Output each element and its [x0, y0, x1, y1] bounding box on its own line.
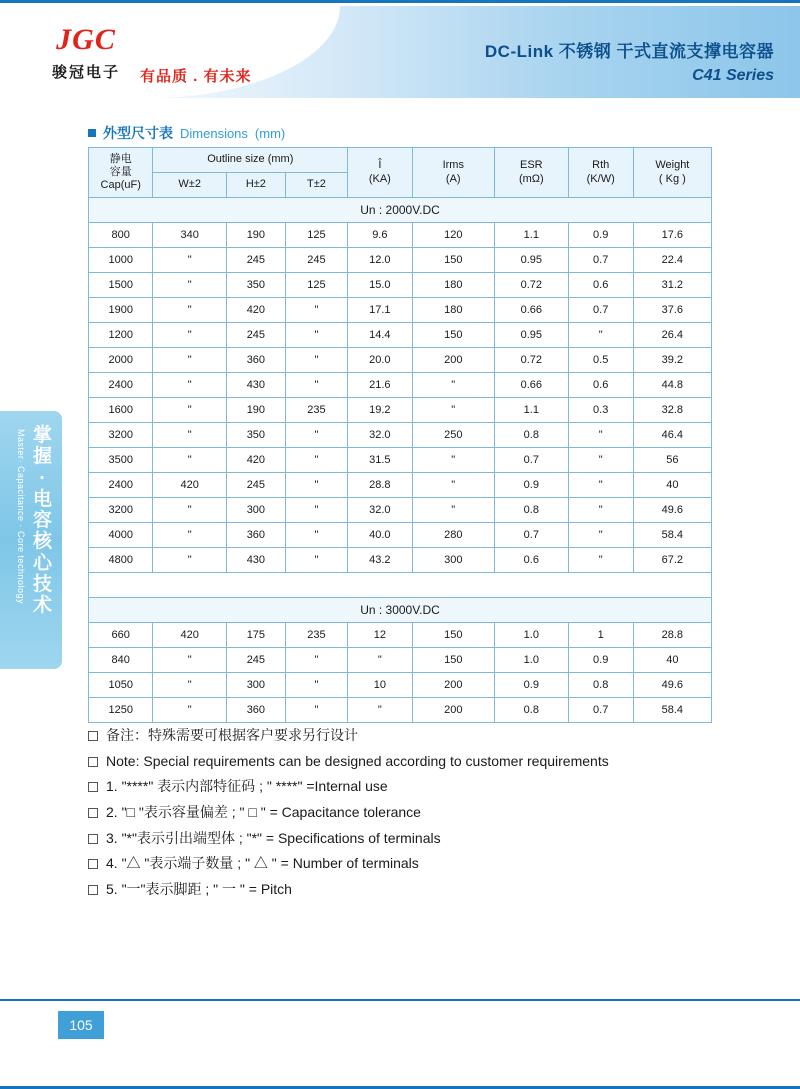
logo-text: JGC [56, 23, 116, 56]
table-cell: " [412, 473, 494, 498]
checkbox-icon [88, 731, 98, 741]
table-cell: 0.72 [494, 348, 568, 373]
table-cell: 26.4 [633, 323, 711, 348]
table-head [89, 148, 712, 198]
table-cell: 14.4 [348, 323, 412, 348]
table-cell: 2400 [89, 373, 153, 398]
table-cell: 1500 [89, 273, 153, 298]
table-cell: 40.0 [348, 523, 412, 548]
th-cap-cn1: 静电 [109, 152, 132, 165]
note-item [88, 776, 728, 798]
table-cell: " [153, 348, 227, 373]
table-cell: 150 [412, 323, 494, 348]
table-cell: 28.8 [633, 623, 711, 648]
logo-company-name-cn: 骏冠电子 [52, 64, 121, 81]
table-cell: 200 [412, 698, 494, 723]
table-row [89, 473, 712, 498]
table-cell: 360 [226, 523, 285, 548]
table-cell: 4000 [89, 523, 153, 548]
table-cell: 430 [226, 373, 285, 398]
table-cell: " [153, 648, 227, 673]
table-cell: 56 [633, 448, 711, 473]
table-cell: 840 [89, 648, 153, 673]
table-cell: 350 [226, 273, 285, 298]
spacer-cell [89, 573, 712, 598]
note-item [88, 853, 728, 875]
note-item [88, 802, 728, 824]
table-cell: 420 [153, 473, 227, 498]
table-cell: 0.8 [494, 698, 568, 723]
th-irms [412, 148, 494, 198]
table-row [89, 223, 712, 248]
section-title-en: Dimensions [180, 125, 248, 141]
table-cell: 0.66 [494, 298, 568, 323]
table-row [89, 498, 712, 523]
product-title: DC-Link 不锈钢 干式直流支撑电容器 [484, 42, 774, 61]
table-cell: 200 [412, 673, 494, 698]
dimensions-table-wrapper [88, 147, 712, 723]
table-cell: 40 [633, 473, 711, 498]
table-cell: 200 [412, 348, 494, 373]
th-weight [633, 148, 711, 198]
table-group-label: Un : 3000V.DC [89, 598, 712, 623]
th-i-bottom: (KA) [368, 172, 391, 185]
table-cell: 1.0 [494, 648, 568, 673]
table-cell: " [153, 423, 227, 448]
table-cell: 3200 [89, 498, 153, 523]
table-cell: " [285, 548, 347, 573]
table-group-spacer [89, 573, 712, 598]
table-cell: 1.1 [494, 223, 568, 248]
header-row-1 [89, 148, 712, 173]
side-tab-label-cn: 掌握·电容核心技术 [32, 425, 53, 617]
table-cell: 245 [226, 473, 285, 498]
table-cell: 235 [285, 398, 347, 423]
table-row [89, 298, 712, 323]
table-cell: 245 [285, 248, 347, 273]
table-cell: 17.1 [348, 298, 412, 323]
table-row [89, 398, 712, 423]
th-i-top: Î [378, 159, 382, 172]
table-cell: 49.6 [633, 498, 711, 523]
table-cell: 12 [348, 623, 412, 648]
section-title-unit: (mm) [254, 125, 286, 141]
table-cell: 0.8 [494, 423, 568, 448]
table-cell: 58.4 [633, 523, 711, 548]
table-cell: 22.4 [633, 248, 711, 273]
table-cell: 31.5 [348, 448, 412, 473]
table-cell: " [568, 448, 633, 473]
table-cell: 0.7 [568, 298, 633, 323]
table-cell: 245 [226, 248, 285, 273]
table-cell: 0.3 [568, 398, 633, 423]
table-cell: 300 [226, 498, 285, 523]
table-cell: 0.7 [494, 523, 568, 548]
table-cell: 420 [226, 448, 285, 473]
table-cell: " [568, 323, 633, 348]
table-cell: 2400 [89, 473, 153, 498]
table-cell: 3200 [89, 423, 153, 448]
th-height: H±2 [226, 173, 285, 198]
table-cell: " [153, 248, 227, 273]
table-cell: " [285, 448, 347, 473]
table-row [89, 248, 712, 273]
table-cell: 180 [412, 273, 494, 298]
table-cell: 40 [633, 648, 711, 673]
table-cell: 360 [226, 698, 285, 723]
product-series: C41 Series [692, 67, 774, 84]
th-rth-top: Rth [592, 159, 610, 172]
th-thickness: T±2 [285, 173, 347, 198]
table-cell: " [285, 323, 347, 348]
table-cell: 12.0 [348, 248, 412, 273]
table-cell: 1600 [89, 398, 153, 423]
table-cell: 0.5 [568, 348, 633, 373]
table-cell: 58.4 [633, 698, 711, 723]
table-cell: 0.9 [568, 223, 633, 248]
table-cell: 0.95 [494, 323, 568, 348]
th-esr-bottom: (mΩ) [518, 172, 544, 185]
note-item [88, 751, 728, 773]
table-group-header-row [89, 198, 712, 223]
table-cell: 180 [412, 298, 494, 323]
th-weight-bottom: ( Kg ) [658, 172, 686, 185]
section-heading [88, 123, 285, 143]
side-tab-label-en: Master· Capacitance · Core technology [16, 429, 26, 605]
table-cell: " [568, 473, 633, 498]
notes-list [88, 725, 728, 905]
table-cell: 190 [226, 398, 285, 423]
table-cell: 300 [226, 673, 285, 698]
table-cell: 10 [348, 673, 412, 698]
note-item [88, 725, 728, 747]
table-cell: 4800 [89, 548, 153, 573]
table-cell: 0.8 [494, 498, 568, 523]
table-cell: 0.9 [494, 473, 568, 498]
table-body [89, 198, 712, 723]
table-cell: 3500 [89, 448, 153, 473]
th-irms-bottom: (A) [445, 172, 461, 185]
table-cell: " [153, 523, 227, 548]
th-irms-top: Irms [442, 159, 464, 172]
table-cell: 800 [89, 223, 153, 248]
table-group-label: Un : 2000V.DC [89, 198, 712, 223]
table-cell: " [568, 548, 633, 573]
table-cell: " [153, 398, 227, 423]
table-cell: 21.6 [348, 373, 412, 398]
table-cell: 250 [412, 423, 494, 448]
table-cell: 2000 [89, 348, 153, 373]
table-cell: 32.0 [348, 498, 412, 523]
table-cell: 1250 [89, 698, 153, 723]
section-title-cn: 外型尺寸表 [103, 125, 173, 141]
table-cell: 0.7 [494, 448, 568, 473]
table-cell: 1.1 [494, 398, 568, 423]
note-text: 3. "*"表示引出端型体 ; "*" = Specifications of terminals [106, 829, 441, 846]
table-cell: 44.8 [633, 373, 711, 398]
table-cell: 0.9 [494, 673, 568, 698]
table-row [89, 348, 712, 373]
table-cell: " [412, 498, 494, 523]
table-cell: " [412, 448, 494, 473]
company-logo [52, 25, 120, 82]
table-cell: " [285, 523, 347, 548]
th-outline-size: Outline size (mm) [153, 148, 348, 173]
table-row [89, 623, 712, 648]
th-weight-top: Weight [655, 159, 690, 172]
table-row [89, 648, 712, 673]
table-cell: 1200 [89, 323, 153, 348]
table-cell: 120 [412, 223, 494, 248]
table-cell: 350 [226, 423, 285, 448]
table-row [89, 373, 712, 398]
th-width: W±2 [153, 173, 227, 198]
table-cell: 175 [226, 623, 285, 648]
table-row [89, 673, 712, 698]
table-cell: 0.7 [568, 698, 633, 723]
table-cell: " [285, 673, 347, 698]
table-cell: 31.2 [633, 273, 711, 298]
table-cell: " [153, 498, 227, 523]
table-cell: " [348, 698, 412, 723]
table-cell: 49.6 [633, 673, 711, 698]
table-cell: 0.6 [568, 373, 633, 398]
note-text: 1. "****" 表示内部特征码 ; " ****" =Internal use [106, 778, 388, 795]
table-cell: 0.7 [568, 248, 633, 273]
table-cell: 1000 [89, 248, 153, 273]
note-text: 备注：特殊需要可根据客户要求另行设计 [106, 727, 358, 743]
table-cell: 150 [412, 623, 494, 648]
table-cell: 0.6 [494, 548, 568, 573]
table-cell: " [285, 648, 347, 673]
table-cell: 0.8 [568, 673, 633, 698]
table-cell: 32.8 [633, 398, 711, 423]
table-cell: 420 [153, 623, 227, 648]
table-row [89, 698, 712, 723]
table-cell: 125 [285, 223, 347, 248]
table-cell: 430 [226, 548, 285, 573]
table-cell: 300 [412, 548, 494, 573]
table-cell: " [153, 673, 227, 698]
table-cell: " [348, 648, 412, 673]
table-cell: 1 [568, 623, 633, 648]
table-cell: 43.2 [348, 548, 412, 573]
note-item [88, 828, 728, 850]
table-cell: " [153, 298, 227, 323]
table-cell: " [412, 398, 494, 423]
checkbox-icon [88, 808, 98, 818]
square-bullet-icon [88, 129, 96, 137]
table-cell: 67.2 [633, 548, 711, 573]
table-cell: " [285, 698, 347, 723]
table-cell: 32.0 [348, 423, 412, 448]
table-cell: 17.6 [633, 223, 711, 248]
th-rth-bottom: (K/W) [586, 172, 615, 185]
footer-divider [0, 999, 800, 1001]
note-text: 5. "一"表示脚距 ; " 一 " = Pitch [106, 881, 292, 898]
table-cell: 190 [226, 223, 285, 248]
table-cell: 9.6 [348, 223, 412, 248]
table-cell: 340 [153, 223, 227, 248]
table-cell: 235 [285, 623, 347, 648]
table-cell: 37.6 [633, 298, 711, 323]
table-cell: 125 [285, 273, 347, 298]
page-number: 105 [58, 1011, 104, 1039]
th-peak-current [348, 148, 412, 198]
th-capacitance [89, 148, 153, 198]
side-tab [0, 411, 62, 669]
table-cell: 20.0 [348, 348, 412, 373]
table-cell: 0.9 [568, 648, 633, 673]
table-cell: 46.4 [633, 423, 711, 448]
table-cell: " [285, 348, 347, 373]
table-row [89, 273, 712, 298]
table-cell: " [568, 423, 633, 448]
table-row [89, 548, 712, 573]
note-text: Note: Special requirements can be designed according to customer requirements [106, 752, 609, 769]
th-esr-top: ESR [520, 159, 543, 172]
page-header [0, 3, 800, 101]
note-item [88, 879, 728, 901]
table-row [89, 523, 712, 548]
table-cell: " [153, 448, 227, 473]
table-cell: 0.66 [494, 373, 568, 398]
table-cell: 280 [412, 523, 494, 548]
th-cap-en: Cap(uF) [100, 179, 141, 192]
table-cell: 15.0 [348, 273, 412, 298]
table-cell: 1.0 [494, 623, 568, 648]
table-cell: " [285, 423, 347, 448]
company-slogan: 有品质 . 有未来 [140, 68, 252, 85]
table-cell: " [153, 373, 227, 398]
table-cell: 28.8 [348, 473, 412, 498]
table-cell: " [153, 323, 227, 348]
table-cell: " [568, 523, 633, 548]
th-rth [568, 148, 633, 198]
table-cell: 245 [226, 648, 285, 673]
table-cell: 39.2 [633, 348, 711, 373]
table-cell: 19.2 [348, 398, 412, 423]
table-row [89, 448, 712, 473]
checkbox-icon [88, 834, 98, 844]
table-cell: 1050 [89, 673, 153, 698]
table-cell: " [568, 498, 633, 523]
checkbox-icon [88, 859, 98, 869]
table-cell: 1900 [89, 298, 153, 323]
th-esr [494, 148, 568, 198]
table-cell: " [153, 698, 227, 723]
table-cell: " [285, 473, 347, 498]
table-cell: 150 [412, 248, 494, 273]
note-text: 2. "□ "表示容量偏差 ; " □ " = Capacitance tolerance [106, 804, 421, 821]
table-cell: " [285, 373, 347, 398]
table-cell: " [153, 273, 227, 298]
table-row [89, 423, 712, 448]
table-cell: " [153, 548, 227, 573]
dimensions-table [88, 147, 712, 723]
th-cap-cn2: 容量 [109, 165, 132, 178]
table-group-header-row [89, 598, 712, 623]
table-cell: 150 [412, 648, 494, 673]
table-cell: 0.6 [568, 273, 633, 298]
table-cell: 0.95 [494, 248, 568, 273]
table-cell: 245 [226, 323, 285, 348]
note-text: 4. "△ "表示端子数量 ; " △ " = Number of terminals [106, 855, 419, 872]
table-cell: 420 [226, 298, 285, 323]
table-row [89, 323, 712, 348]
checkbox-icon [88, 782, 98, 792]
table-cell: 660 [89, 623, 153, 648]
table-cell: 0.72 [494, 273, 568, 298]
checkbox-icon [88, 885, 98, 895]
table-cell: " [285, 298, 347, 323]
table-cell: " [285, 498, 347, 523]
checkbox-icon [88, 757, 98, 767]
table-cell: 360 [226, 348, 285, 373]
table-cell: " [412, 373, 494, 398]
